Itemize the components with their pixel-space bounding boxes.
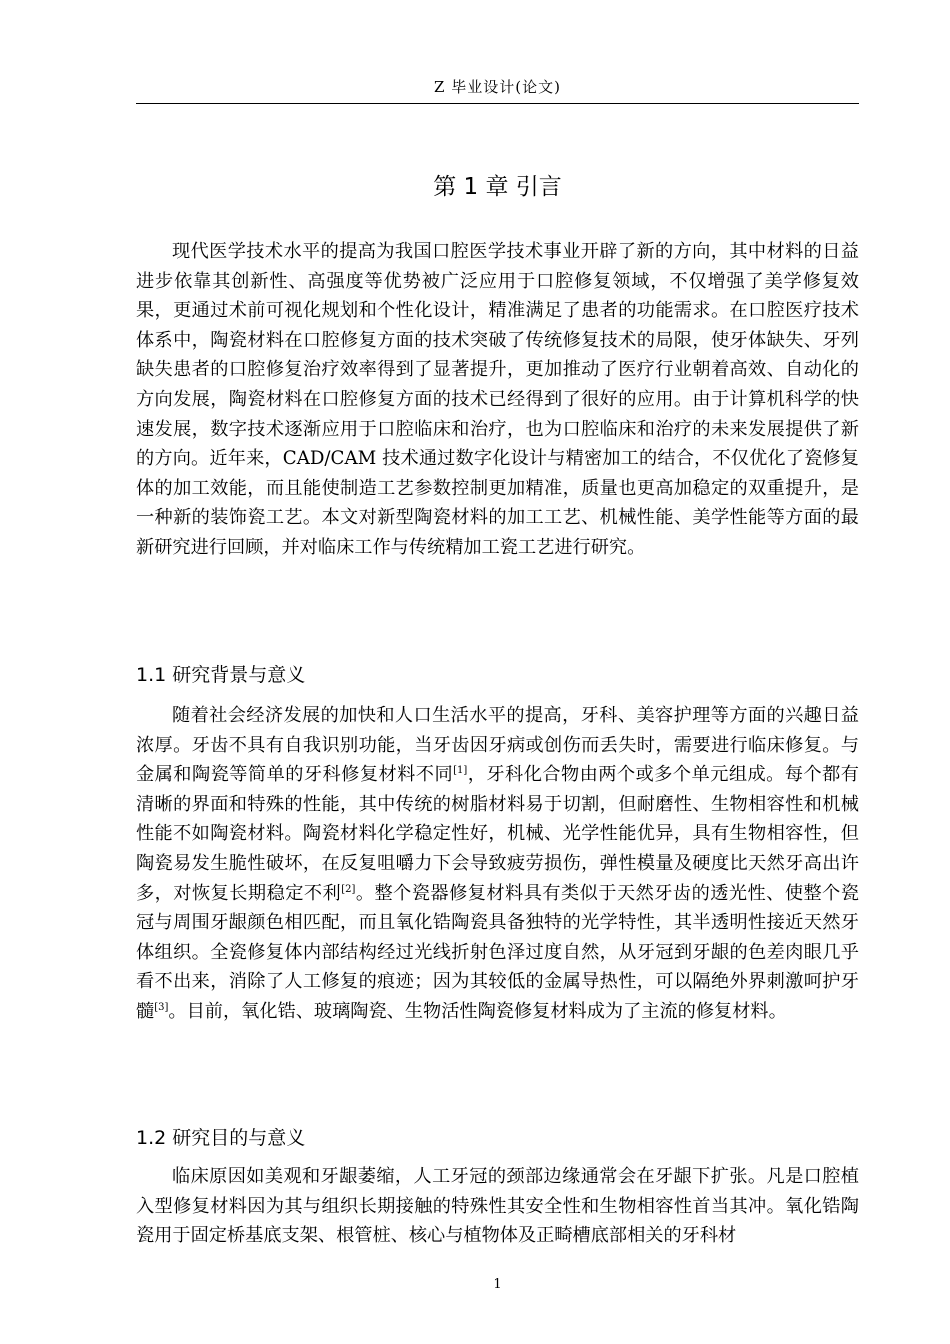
- section-1-2-paragraph: 临床原因如美观和牙龈萎缩，人工牙冠的颈部边缘通常会在牙龈下扩张。凡是口腔植入型修复材料因为其与组织长期接触的特殊性其安全性和生物相容性首当其冲。氧化锆陶瓷用于固定桥基底支架、根管桩、核心与植物体及正畸槽底部相关的牙科材: [136, 1166, 859, 1247]
- paragraph-text-1: 随着社会经济发展的加快和人口生活水平的提高，牙科、美容护理等方面的兴趣日益浓厚。牙齿不具有自我识别功能，当牙齿因牙病或创伤而丢失时，需要进行临床修复。与金属和陶瓷等简单的牙科修复材料不同: [136, 705, 859, 786]
- header-rule: [136, 103, 859, 104]
- section-1-1-paragraph: [136, 701, 859, 1027]
- citation-ref-3: [3]: [154, 1001, 169, 1013]
- citation-ref-2: [2]: [341, 883, 356, 895]
- paragraph-text-3: 。整个瓷器修复材料具有类似于天然牙齿的透光性、使整个瓷冠与周围牙龈颜色相匹配，而且氧化锆陶瓷具备独特的光学特性，其半透明性接近天然牙体组织。全瓷修复体内部结构经过光线折射色泽过度自然，从牙冠到牙龈的色差肉眼几乎看不出来，消除了人工修复的痕迹；因为其较低的金属导热性，可以隔绝外界刺激呵护牙髓: [136, 882, 859, 1022]
- page-header: Z 毕业设计(论文): [434, 78, 561, 96]
- citation-ref-1: [1]: [453, 765, 468, 777]
- page-number: 1: [493, 1277, 502, 1292]
- paragraph-text-2: ，牙科化合物由两个或多个单元组成。每个都有清晰的界面和特殊的性能，其中传统的树脂材料易于切割，但耐磨性、生物相容性和机械性能不如陶瓷材料。陶瓷材料化学稳定性好，机械、光学性能优异，具有生物相容性，但陶瓷易发生脆性破坏，在反复咀嚼力下会导致疲劳损伤，弹性模量及硬度比天然牙高出许多，对恢复长期稳定不利: [136, 764, 859, 904]
- chapter-title: 第 1 章 引言: [433, 174, 562, 200]
- intro-paragraph: 现代医学技术水平的提高为我国口腔医学技术事业开辟了新的方向，其中材料的日益进步依靠其创新性、高强度等优势被广泛应用于口腔修复领域，不仅增强了美学修复效果，更通过术前可视化规划和个性化设计，精准满足了患者的功能需求。在口腔医疗技术体系中，陶瓷材料在口腔修复方面的技术突破了传统修复技术的局限，使牙体缺失、牙列缺失患者的口腔修复治疗效率得到了显著提升，更加推动了医疗行业朝着高效、自动化的方向发展，陶瓷材料在口腔修复方面的技术已经得到了很好的应用。由于计算机科学的快速发展，数字技术逐渐应用于口腔临床和治疗，也为口腔临床和治疗的未来发展提供了新的方向。近年来，CAD/CAM 技术通过数字化设计与精密加工的结合，不仅优化了瓷修复体的加工效能，而且能使制造工艺参数控制更加精准，质量也更高加稳定的双重提升，是一种新的装饰瓷工艺。本文对新型陶瓷材料的加工工艺、机械性能、美学性能等方面的最新研究进行回顾，并对临床工作与传统精加工瓷工艺进行研究。: [136, 241, 859, 558]
- section-heading-1-2: 1.2 研究目的与意义: [136, 1127, 306, 1149]
- paragraph-text-4: 。目前，氧化锆、玻璃陶瓷、生物活性陶瓷修复材料成为了主流的修复材料。: [168, 1000, 787, 1022]
- section-heading-1-1: 1.1 研究背景与意义: [136, 664, 306, 686]
